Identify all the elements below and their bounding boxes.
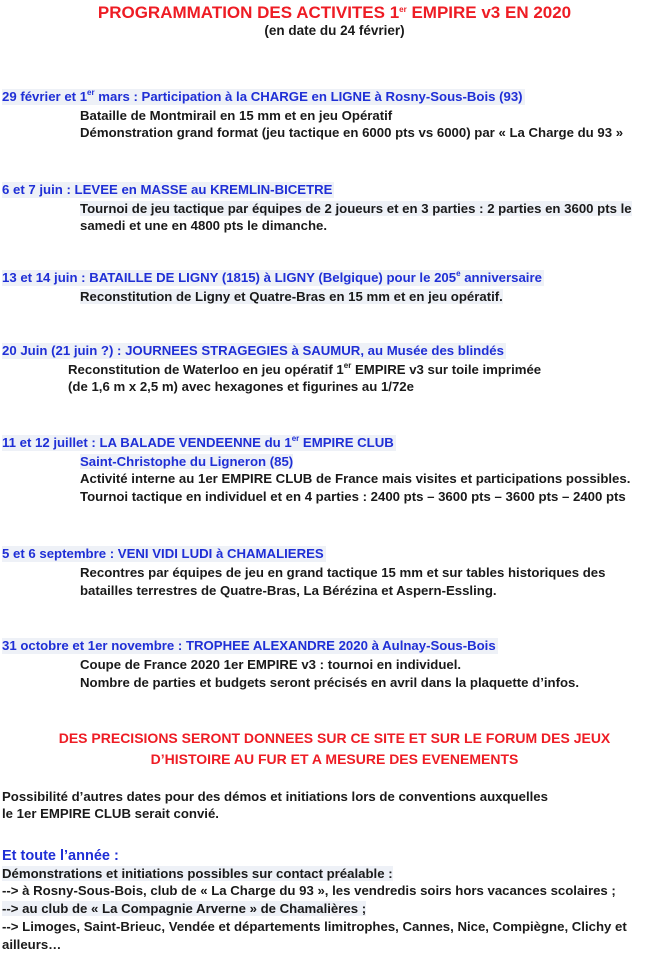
event-detail: (de 1,6 m x 2,5 m) avec hexagones et figurines au 1/72e [68, 379, 414, 394]
event-detail [68, 362, 541, 377]
event-date-charge-en-ligne [2, 89, 525, 104]
event-date-text-end: mars : Participation à la CHARGE en LIGNE à Rosny-Sous-Bois (93) [94, 89, 523, 104]
other-dates-text: Possibilité d’autres dates pour des démos et initiations lors de conventions auxquelles [2, 789, 548, 804]
event-date-text: 29 février et 1 [2, 89, 88, 104]
event-date-trophee-alexandre [2, 638, 498, 653]
event-date-text: 5 et 6 septembre : VENI VIDI LUDI à CHAMALIERES [2, 546, 324, 561]
event-date-bataille-de-ligny [2, 270, 544, 285]
event-detail: Nombre de parties et budgets seront précisés en avril dans la plaquette d’infos. [80, 675, 580, 690]
event-date-text: 11 et 12 juillet : LA BALADE VENDEENNE du 1 [2, 435, 292, 450]
event-date-text-end: anniversaire [460, 270, 542, 285]
event-detail-text-end: EMPIRE v3 sur toile imprimée [351, 362, 542, 377]
event-date-veni-vidi-ludi [2, 546, 326, 561]
event-date-text: 6 et 7 juin : LEVEE en MASSE au KREMLIN-BICETRE [2, 182, 333, 197]
year-round-line: ailleurs… [2, 937, 62, 952]
event-detail: Reconstitution de Ligny et Quatre-Bras en 15 mm et en jeu opératif. [80, 289, 503, 304]
event-detail: Bataille de Montmirail en 15 mm et en jeu Opératif [80, 108, 393, 123]
event-date-levee-en-masse [2, 182, 334, 197]
event-detail: batailles terrestres de Quatre-Bras, La Bérézina et Aspern-Essling. [80, 583, 497, 598]
title-text-end: EMPIRE v3 EN 2020 [406, 3, 572, 22]
notice-line: D’HISTOIRE AU FUR ET A MESURE DES EVENEMENTS [150, 751, 519, 767]
year-round-line: --> au club de « La Compagnie Arverne » de Chamalières ; [2, 901, 367, 916]
event-detail: Recontres par équipes de jeu en grand tactique 15 mm et sur tables historiques des [80, 565, 606, 580]
title-superscript: er [399, 5, 407, 14]
event-date-text: 20 Juin (21 juin ?) : JOURNEES STRAGEGIES à SAUMUR, au Musée des blindés [2, 343, 504, 358]
notice-line: DES PRECISIONS SERONT DONNEES SUR CE SITE ET SUR LE FORUM DES JEUX [58, 730, 611, 746]
year-round-line: --> Limoges, Saint-Brieuc, Vendée et départements limitrophes, Cannes, Nice, Compiègne, Clichy et [2, 919, 627, 934]
event-detail: samedi et une en 4800 pts le dimanche. [80, 218, 327, 233]
event-date-journees-strategies [2, 343, 506, 358]
year-round-line: Démonstrations et initiations possibles sur contact préalable : [2, 866, 393, 881]
event-date-text-end: EMPIRE CLUB [299, 435, 394, 450]
event-location: Saint-Christophe du Ligneron (85) [80, 454, 294, 469]
event-date-superscript: er [87, 88, 95, 97]
event-detail: Tournoi de jeu tactique par équipes de 2 joueurs et en 3 parties : 2 parties en 3600 pts le [80, 201, 632, 216]
page-title [0, 3, 669, 23]
year-round-line: --> à Rosny-Sous-Bois, club de « La Charge du 93 », les vendredis soirs hors vacances scolaires ; [2, 883, 616, 898]
event-detail: Démonstration grand format (jeu tactique en 6000 pts vs 6000) par « La Charge du 93 » [80, 125, 624, 140]
notice-precisions [0, 728, 669, 770]
event-date-text: 31 octobre et 1er novembre : TROPHEE ALEXANDRE 2020 à Aulnay-Sous-Bois [2, 638, 496, 653]
event-date-balade-vendeenne [2, 435, 396, 450]
event-date-superscript: e [456, 269, 461, 278]
year-round-heading: Et toute l’année : [2, 848, 119, 864]
event-detail: Tournoi tactique en individuel et en 4 parties : 2400 pts – 3600 pts – 3600 pts – 2400 pts [80, 489, 626, 504]
page-subtitle: (en date du 24 février) [264, 23, 405, 38]
event-detail: Activité interne au 1er EMPIRE CLUB de France mais visites et participations possibles. [80, 471, 631, 486]
event-detail-superscript: er [343, 361, 352, 370]
event-date-superscript: er [291, 434, 300, 443]
other-dates-text: le 1er EMPIRE CLUB serait convié. [2, 806, 219, 821]
title-text: PROGRAMMATION DES ACTIVITES 1 [97, 3, 400, 22]
event-date-text: 13 et 14 juin : BATAILLE DE LIGNY (1815) à LIGNY (Belgique) pour le 205 [2, 270, 457, 285]
event-detail: Coupe de France 2020 1er EMPIRE v3 : tournoi en individuel. [80, 657, 462, 672]
event-detail-text: Reconstitution de Waterloo en jeu opératif 1 [68, 362, 344, 377]
